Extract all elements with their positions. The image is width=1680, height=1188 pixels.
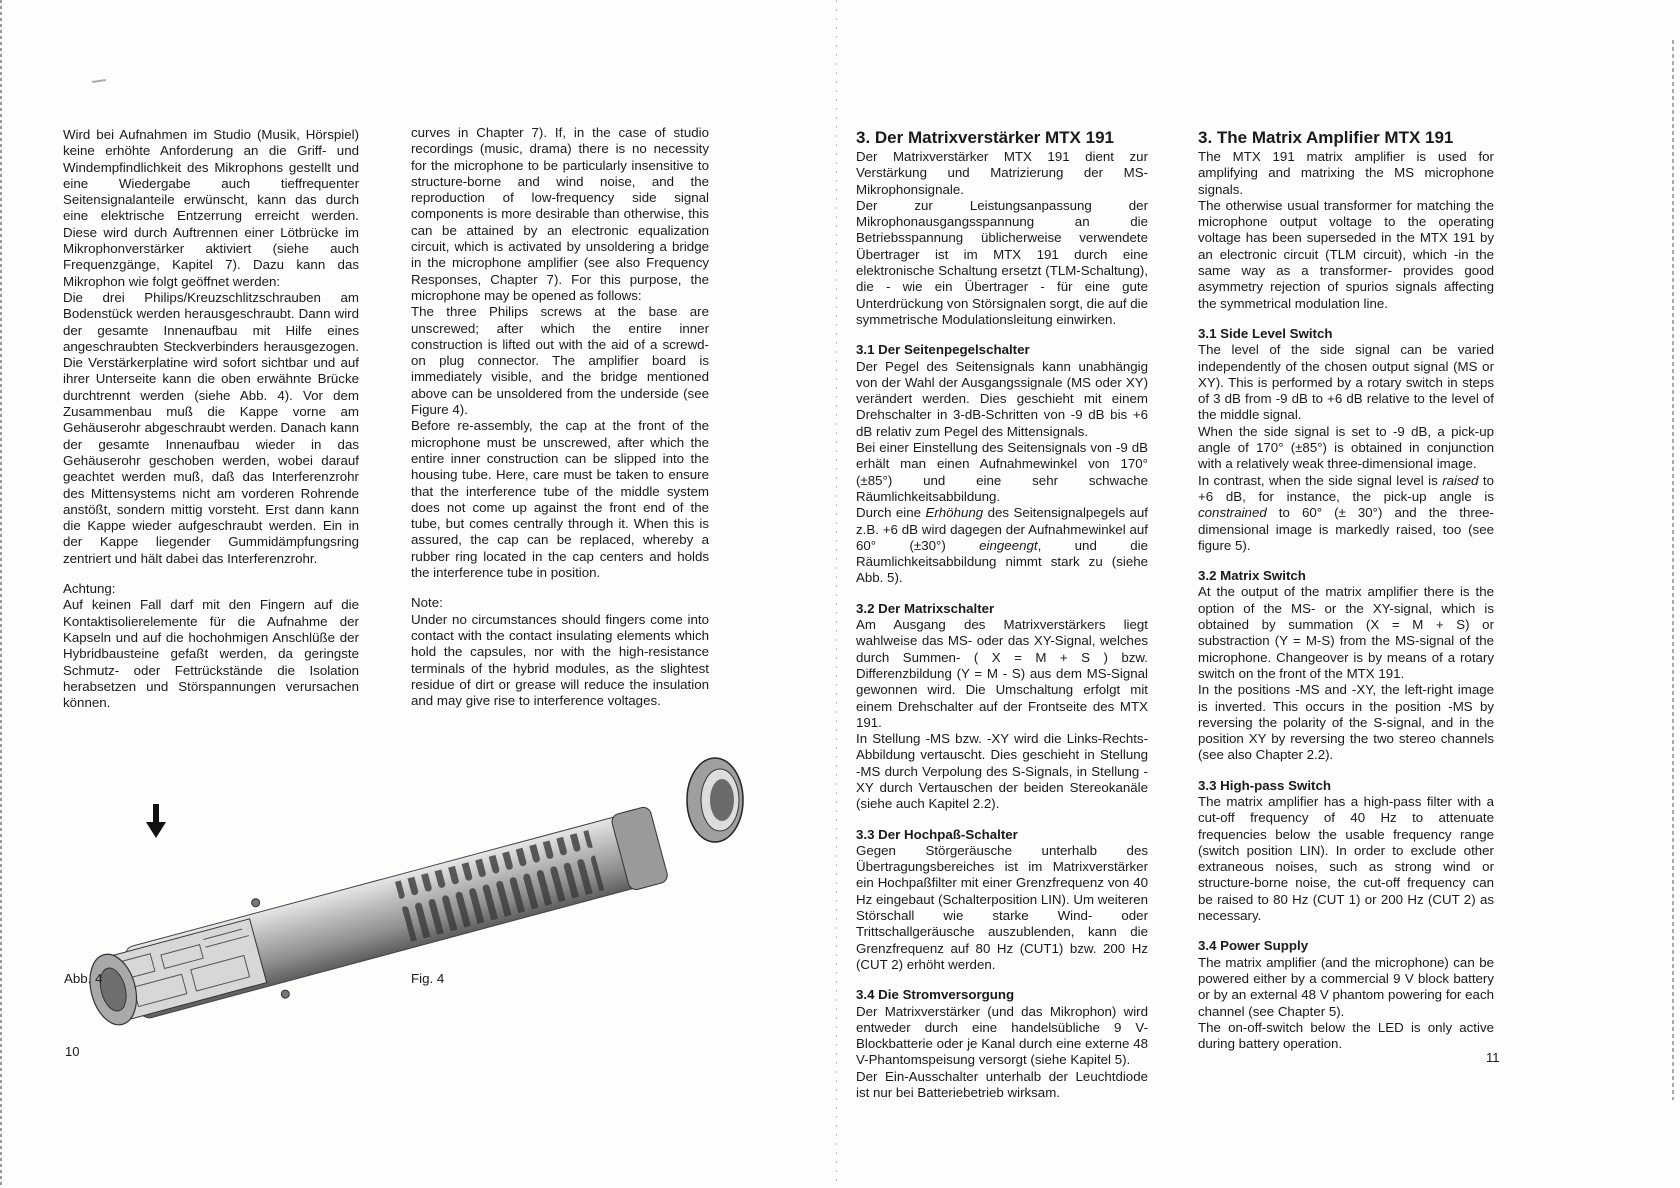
right-column-german [856, 127, 1148, 1101]
section-heading: 3.1 Side Level Switch [1198, 325, 1333, 341]
paragraph: Die drei Philips/Kreuzschlitzschrauben am Bodenstück werden herausgeschraubt. Dann wird der gesamte Innenaufbau mit Hilfe eines angeschraubten Steckverbinders herausgezogen. Die Verstärkerplatine wird sofort sichtbar und auf ihrer Unterseite kann die oben erwähnte Brücke durchtrennt werden (siehe Abb. 4). Vor dem Zusammenbau muß die Kappe vorne am Gehäuserohr abgeschraubt werden. Danach kann der gesamte Innenaufbau wieder in das Gehäuserohr geschoben werden, wobei darauf geachtet werden muß, daß das Interferenzrohr des Mittensystems nicht am vorderen Rohrende anstößt, sondern mittig vorsteht. Erst dann kann die Kappe wieder aufgeschraubt werden. Ein in der Kappe liegender Gummidämpfungsring zentriert und hält dabei das Interferenzrohr. [63, 289, 359, 566]
chapter-title: 3. The Matrix Amplifier MTX 191 [1198, 128, 1454, 147]
note-body: Auf keinen Fall darf mit den Fingern auf die Kontaktisolierelemente für die Aufnahme der Kapseln und auf die hochohmigen Anschlüße der Hybridbausteine gefaßt werden, da geringste Schmutz- oder Fettrückstände die Isolation herabsetzen und Störspannungen verursachen können. [63, 597, 359, 711]
pencil-mark [92, 79, 106, 83]
section-heading: 3.3 High-pass Switch [1198, 777, 1332, 793]
paragraph: Wird bei Aufnahmen im Studio (Musik, Hörspiel) keine erhöhte Anforderung an die Griff- und Windempfindlichkeit des Mikrophons gestellt und eine Wiedergabe auch tieffrequenter Seitensignalanteile erwünscht, kann das durch eine elektrische Entzerrung erreicht werden. Diese wird durch Auftrennen einer Lötbrücke im Mikrophonverstärker aktiviert (siehe auch Frequenzgänge, Kapitel 7). Dazu kann das Mikrophon wie folgt geöffnet werden: [63, 127, 359, 289]
chapter-title: 3. Der Matrixverstärker MTX 191 [856, 128, 1114, 147]
paragraph: The on-off-switch below the LED is only active during battery operation. [1198, 1019, 1494, 1052]
detached-cap [687, 758, 743, 842]
screw [280, 989, 290, 999]
left-page [0, 0, 836, 1188]
note-body: Under no circumstances should fingers come into contact with the contact insulating elements which hold the capsules, nor with the high-resistance terminals of the hybrid modules, as the slightest residue of dirt or grease will reduce the insulation and may give rise to interference voltages. [411, 611, 709, 709]
right-column-english [1198, 127, 1494, 1052]
paragraph: In Stellung -MS bzw. -XY wird die Links-Rechts-Abbildung vertauscht. Dies geschieht in Stellung -MS durch Verpolung des S-Signals, in Stellung -XY durch Vertauschen der beiden Stereokanäle (siehe auch Kapitel 2.2). [856, 731, 1148, 812]
page-number-left: 10 [65, 1044, 80, 1059]
paragraph: Before re-assembly, the cap at the front of the microphone must be unscrewed, after which the entire inner construction can be slipped into the housing tube. Here, care must be taken to ensure that the interference tube of the middle system does not come up against the front end of the tube, but comes centrally through it. When this is assured, the cap can be replaced, whereby a rubber ring located in the cap centers and holds the interference tube in position. [411, 418, 709, 581]
paragraph: In contrast, when the side signal level is raised to +6 dB, for instance, the pick-up angle is constrained to 60° (± 30°) and the three-dimensional image is markedly raised, too (see figure 5). [1198, 472, 1494, 553]
paragraph: Der Matrixverstärker MTX 191 dient zur Verstärkung und Matrizierung der MS-Mikrophonsignale. [856, 149, 1148, 197]
section-heading: 3.1 Der Seitenpegelschalter [856, 342, 1030, 358]
paragraph: Bei einer Einstellung des Seitensignals von -9 dB erhält man einen Aufnahmewinkel von 170° (±85°) und eine sehr schwache Räumlichkeitsabbildung. [856, 440, 1148, 504]
note-heading: Achtung: [63, 581, 116, 597]
section-heading: 3.4 Power Supply [1198, 938, 1309, 954]
paragraph: Der zur Leistungsanpassung der Mikrophonausgangsspannung an die Betriebsspannung üblicherweise verwendete Übertrager ist im MTX 191 durch eine elektronische Schaltung ersetzt (TLM-Schaltung), die - wie ein Übertrager - für eine gute Unterdrückung von Störsignalen sorgt, die auf die symmetrische Modulationsleitung einwirken. [856, 197, 1148, 327]
page-number-right: 11 [1486, 1050, 1500, 1065]
left-column-german [63, 127, 359, 711]
paragraph: The otherwise usual transformer for matching the microphone output voltage to the operating voltage has been superseded in the MTX 191 by an electronic circuit (TLM circuit), which -in the same way as a transformer- provides good asymmetry rejection of spurios signals affecting the symmetrical modulation line. [1198, 197, 1494, 311]
section-heading: 3.3 Der Hochpaß-Schalter [856, 826, 1018, 842]
paragraph: The three Philips screws at the base are unscrewed; after which the entire inner construction is lifted out with the aid of a screwd-on plug connector. The amplifier board is immediately visible, and the bridge mentioned above can be unsoldered from the underside (see Figure 4). [411, 304, 709, 418]
paragraph: When the side signal is set to -9 dB, a pick-up angle of 170° (±85°) is obtained in conjunction with a relatively weak three-dimensional image. [1198, 423, 1494, 472]
paragraph: Der Ein-Ausschalter unterhalb der Leuchtdiode ist nur bei Batteriebetrieb wirksam. [856, 1068, 1148, 1101]
paragraph: curves in Chapter 7). If, in the case of studio recordings (music, drama) there is no necessity for the microphone to be particularly insensitive to structure-borne and wind noise, and the reproduction of low-frequency side signal components is more desirable than otherwise, this can be attained by an electronic equalization circuit, which is activated by unsoldering a bridge in the microphone amplifier (see also Frequency Responses, Chapter 7). For this purpose, the microphone may be opened as follows: [411, 125, 709, 303]
paragraph: Der Matrixverstärker (und das Mikrophon) wird entweder durch eine handelsübliche 9 V-Blockbatterie oder je Kanal durch eine externe 48 V-Phantomspeisung versorgt (siehe Kapitel 5). [856, 1003, 1148, 1068]
figure-caption-german: Abb. 4 [64, 971, 103, 986]
paragraph: The MTX 191 matrix amplifier is used for amplifying and matrixing the MS microphone signals. [1198, 149, 1494, 197]
figure-caption-english: Fig. 4 [411, 971, 445, 986]
section-heading: 3.4 Die Stromversorgung [856, 987, 1015, 1003]
paragraph: In the positions -MS and -XY, the left-right image is inverted. This occurs in the position -MS by reversing the polarity of the S-signal, and in the position XY by reversing the two stereo channels (see also Chapter 2.2). [1198, 682, 1494, 763]
section-heading: 3.2 Der Matrixschalter [856, 600, 995, 616]
microphone-figure [60, 748, 780, 1038]
note-heading: Note: [411, 595, 443, 611]
section-heading: 3.2 Matrix Switch [1198, 568, 1306, 584]
right-page [836, 0, 1680, 1188]
arrow-down-icon [146, 804, 166, 838]
paragraph: Der Pegel des Seitensignals kann unabhängig von der Wahl der Ausgangssignale (MS oder XY) verändert werden. Dies geschieht mit einem Drehschalter in 3-dB-Schritten von -9 dB bis +6 dB relativ zum Pegel des Mittensignals. [856, 358, 1148, 439]
paragraph: At the output of the matrix amplifier there is the option of the MS- or the XY-signal, which is obtained by summation (X = M + S) or substraction (Y = M-S) from the MS-signal of the microphone. Changeover is by means of a rotary switch on the front of the MTX 191. [1198, 584, 1494, 681]
paragraph: The level of the side signal can be varied independently of the chosen output signal (MS or XY). This is performed by a rotary switch in steps of 3 dB from -9 dB to +6 dB relative to the level of the middle signal. [1198, 342, 1494, 423]
paragraph: Durch eine Erhöhung des Seitensignalpegels auf z.B. +6 dB wird dagegen der Aufnahmewinkel auf 60° (±30°) eingeengt, und die Räumlichkeitsabbildung nimmt stark zu (siehe Abb. 5). [856, 505, 1149, 586]
screw [251, 898, 261, 908]
paragraph: Am Ausgang des Matrixverstärkers liegt wahlweise das MS- oder das XY-Signal, welches durch Summen- ( X = M + S ) bzw. Differenzbildung (Y = M - S) aus dem MS-Signal gewonnen wird. Die Umschaltung erfolgt mit einem Drehschalter auf der Frontseite des MTX 191. [856, 617, 1148, 730]
left-column-english [411, 125, 709, 709]
paragraph: The matrix amplifier has a high-pass filter with a cut-off frequency of 40 Hz to attenuate frequencies below the usable frequency range (switch position LIN). In order to exclude other extraneous noises, such as strong wind or structure-borne noise, the cut-off frequency can be raised to 80 Hz (CUT 1) or 200 Hz (CUT 2) as necessary. [1198, 793, 1494, 924]
paragraph: The matrix amplifier (and the microphone) can be powered either by a commercial 9 V block battery or by an external 48 V phantom powering for each channel (see Chapter 5). [1198, 954, 1494, 1019]
paragraph: Gegen Störgeräusche unterhalb des Übertragungsbereiches ist im Matrixverstärker ein Hochpaßfilter mit einer Grenzfrequenz von 40 Hz eingebaut (Schalterposition LIN). Um weiteren Störschall wie starke Wind- oder Trittschallgeräusche auszublenden, kann die Grenzfrequenz auf 80 Hz (CUT1) bzw. 200 Hz (CUT 2) erhöht werden. [856, 842, 1148, 972]
interference-slots [395, 830, 604, 942]
